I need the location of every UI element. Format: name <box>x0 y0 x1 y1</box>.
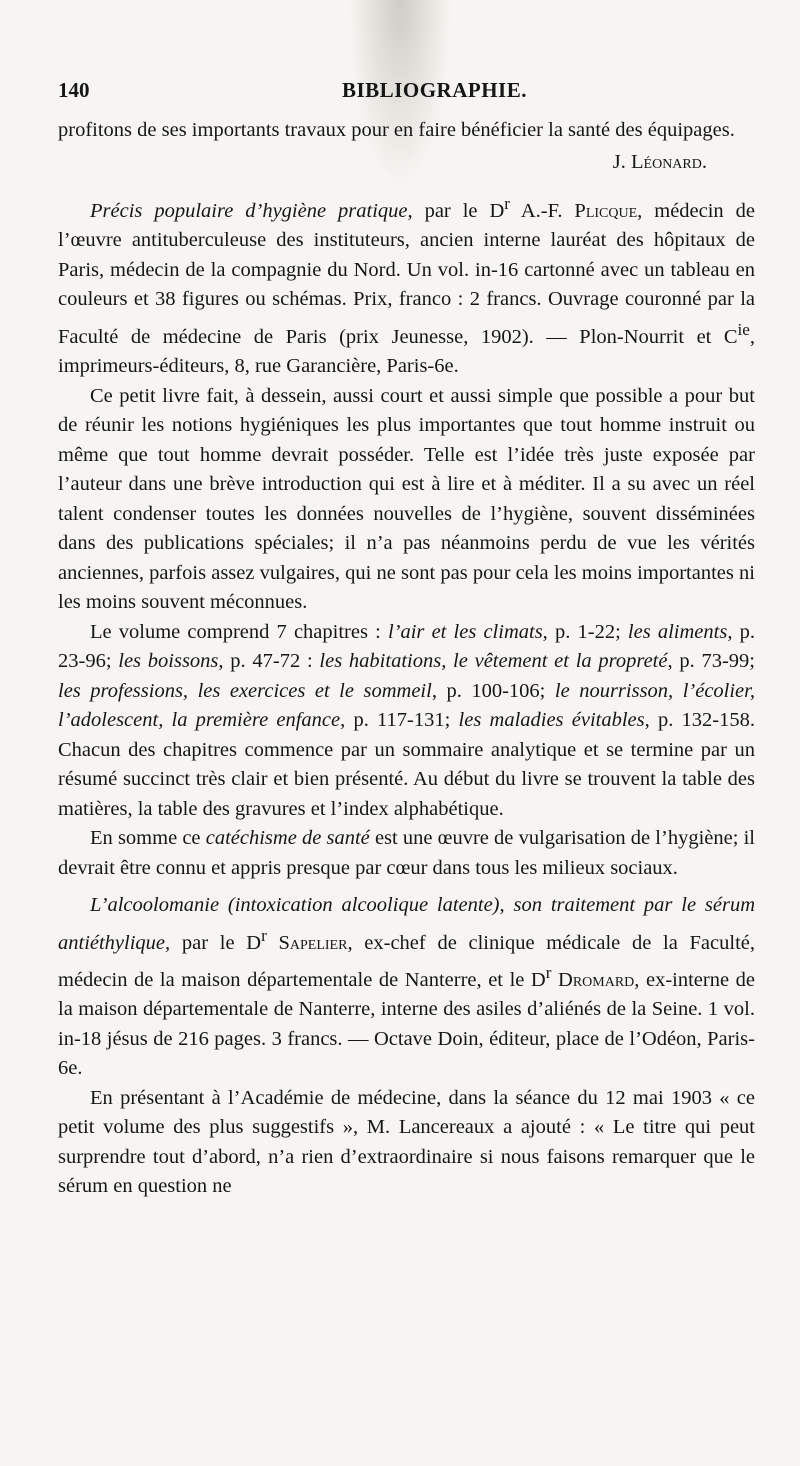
review3-book-title: L’alcoolomanie <box>90 894 220 917</box>
section-gap <box>58 883 755 891</box>
review2-paragraph-1: Ce petit livre fait, à dessein, aussi court et aussi simple que possible a pour but de réunir les notions hygiéniques les plus importantes que tout homme instruit ou même que tout homme devrait posséder. Telle est l’idée très juste exposée par l’auteur dans une brève introduction qui est à lire et à méditer. Il a su avec un réel talent condenser toutes les données nouvelles de l’hygiène, souvent disséminées dans des publications spéciales; il n’a pas néanmoins perdu de vue les vérités anciennes, parfois assez vulgaires, qui ne sont pas pour cela les moins importantes ni les moins souvent méconnues. <box>58 384 755 614</box>
review2-book-title: Précis populaire d’hygiène pratique, <box>90 199 413 222</box>
review2-author: A.-F. Plicque <box>509 199 638 222</box>
page-body <box>58 116 755 1202</box>
page-number: 140 <box>58 78 90 102</box>
review2-heading: Précis populaire d’hygiène pratique, par le $D^r$ A.-F. Plicque, médecin de l’œuvre antituberculeuse des instituteurs, ancien interne lauréat des hôpitaux de Paris, médecin de la compagnie du Nord. Un vol. in-16 cartonné avec un tableau en couleurs et 38 figures ou schémas. Prix, franco : 2 francs. Ouvrage couronné par la Faculté de médecine de Paris (prix Jeunesse, 1902). — Plon-Nourrit et $C^{ie}$, imprimeurs-éditeurs, 8, rue Garancière, Paris-6e. <box>58 194 755 378</box>
review3-author-1: Sapelier <box>266 931 348 954</box>
review3-author-2: Dromard <box>551 968 635 991</box>
page-header <box>58 78 760 108</box>
running-title: BIBLIOGRAPHIE. <box>342 78 527 102</box>
review2-paragraph-3: En somme ce catéchisme de santé est une œuvre de vulgarisation de l’hygiène; il devrait être connu et appris presque par cœur dans tous les milieux sociaux. <box>58 827 755 879</box>
review1-closing: profitons de ses importants travaux pour en faire bénéficier la santé des équipages. <box>58 119 735 141</box>
review2-paragraph-2: Le volume comprend 7 chapitres : l’air et les climats, p. 1-22; les aliments, p. 23-96; les boissons, p. 47-72 : les habitations, le vêtement et la propreté, p. 73-99; les professions, les exercices et le sommeil, p. 100-106; le nourrisson, l’écolier, l’adolescent, la première enfance, p. 117-131; les maladies évitables, p. 132-158. Chacun des chapitres commence par un sommaire analytique et se termine par un résumé succinct très clair et bien présenté. Au début du livre se trouvent la table des matières, la table des gravures et l’index alphabétique. <box>58 620 756 820</box>
review3-paragraph-1: En présentant à l’Académie de médecine, dans la séance du 12 mai 1903 « ce petit volume des plus suggestifs », M. Lancereaux a ajouté : « Le titre qui peut surprendre tout d’abord, n’a rien d’extraordinaire si nous faisons remarquer que le sérum en question ne <box>58 1086 755 1198</box>
review1-signature: J. Léonard. <box>612 150 707 173</box>
review3-heading: L’alcoolomanie (intoxication alcoolique latente), son traitement par le sérum antiéthylique, par le $D^r$ Sapelier, ex-chef de clinique médicale de la Faculté, médecin de la maison départementale de Nanterre, et le $D^r$ Dromard, ex-interne de la maison départementale de Nanterre, interne des asiles d’aliénés de la Seine. 1 vol. in-18 jésus de 216 pages. 3 francs. — Octave Doin, éditeur, place de l’Odéon, Paris-6e. <box>58 894 755 1080</box>
